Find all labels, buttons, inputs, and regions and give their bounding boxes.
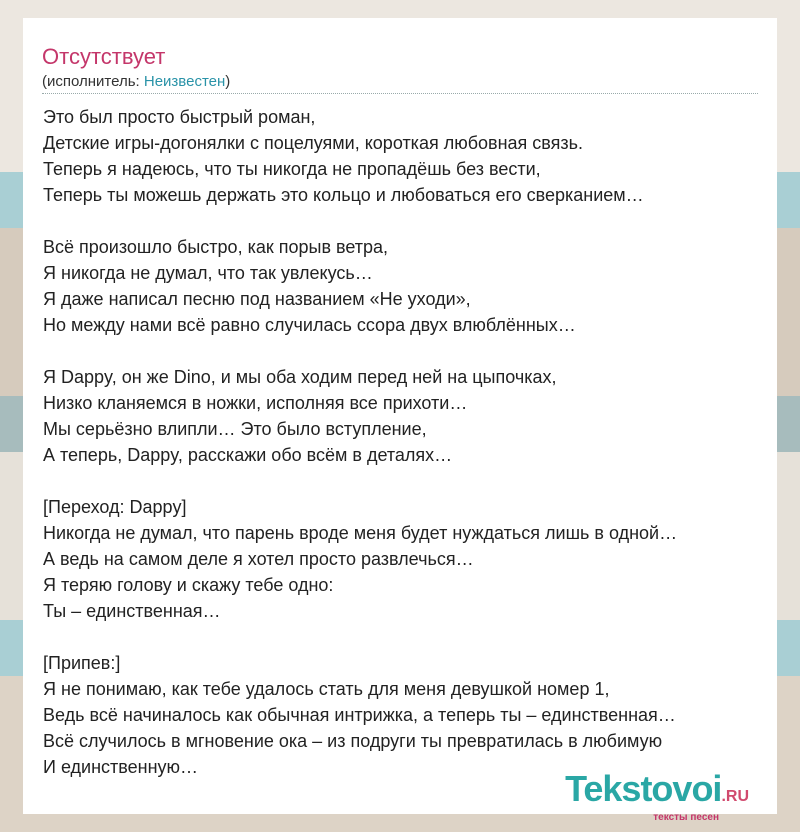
lyric-line: Всё произошло быстро, как порыв ветра, (43, 237, 389, 257)
logo-tld: .RU (721, 788, 749, 805)
lyric-line: А ведь на самом деле я хотел просто развлечься… (43, 549, 474, 569)
lyric-line: Теперь я надеюсь, что ты никогда не пропадёшь без вести, (43, 159, 541, 179)
lyrics-card (23, 18, 777, 823)
lyric-line: [Переход: Dappy] (43, 497, 187, 517)
song-title: Отсутствует (42, 44, 166, 69)
lyrics-text (43, 104, 677, 780)
divider (42, 93, 758, 94)
artist-link[interactable]: Неизвестен (143, 73, 226, 90)
lyric-line: Я даже написал песню под названием «Не уходи», (43, 289, 471, 309)
logo-tagline: тексты песен (653, 812, 719, 823)
lyric-line: [Припев:] (43, 653, 121, 673)
lyric-line: Я теряю голову и скажу тебе одно: (43, 575, 334, 595)
lyric-line: Я Dappy, он же Dino, и мы оба ходим перед ней на цыпочках, (43, 367, 557, 387)
stanza-gap (43, 624, 677, 650)
artist-prefix: (исполнитель: (42, 73, 144, 90)
lyric-line: Мы серьёзно влипли… Это было вступление, (43, 419, 427, 439)
lyric-line: А теперь, Dappy, расскажи обо всём в деталях… (43, 445, 453, 465)
lyric-line: Всё случилось в мгновение ока – из подруги ты превратилась в любимую (43, 731, 663, 751)
logo-wordmark (565, 770, 749, 816)
stanza-gap (43, 338, 677, 364)
lyric-line: Я не понимаю, как тебе удалось стать для меня девушкой номер 1, (43, 679, 610, 699)
lyric-line: Никогда не думал, что парень вроде меня будет нуждаться лишь в одной… (43, 523, 678, 543)
logo-name: Tekstovoi (565, 768, 722, 809)
lyric-line: Ты – единственная… (43, 601, 221, 621)
lyric-line: Теперь ты можешь держать это кольцо и любоваться его сверканием… (43, 185, 644, 205)
site-logo[interactable] (565, 770, 749, 824)
lyric-line: Это был просто быстрый роман, (43, 107, 316, 127)
stanza-gap (43, 468, 677, 494)
lyric-line: Низко кланяемся в ножки, исполняя все прихоти… (43, 393, 468, 413)
lyric-line: Детские игры-догонялки с поцелуями, короткая любовная связь. (43, 133, 584, 153)
lyric-line: Но между нами всё равно случилась ссора двух влюблённых… (43, 315, 576, 335)
lyric-line: Ведь всё начиналось как обычная интрижка, а теперь ты – единственная… (43, 705, 676, 725)
lyric-line: Я никогда не думал, что так увлекусь… (43, 263, 373, 283)
stanza-gap (43, 208, 677, 234)
artist-suffix: ) (225, 73, 231, 90)
artist-line (42, 73, 230, 91)
lyric-line: И единственную… (43, 757, 199, 777)
